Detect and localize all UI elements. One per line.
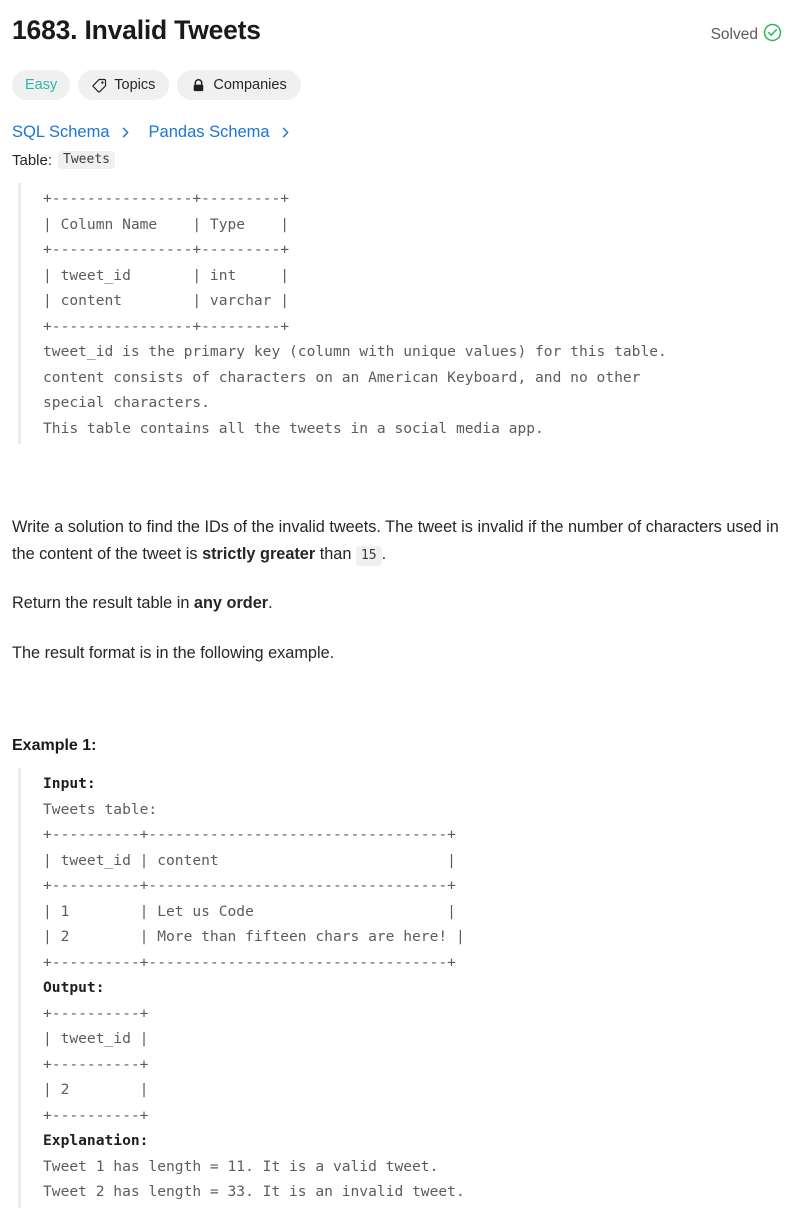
chevron-right-icon <box>119 126 132 139</box>
statement-part-1: Write a solution to find the IDs of the invalid tweets. The tweet is invalid if the number of characters used in the content of the tweet is <box>12 518 779 563</box>
statement-bold-strictly-greater: strictly greater <box>202 544 316 563</box>
return-order-note <box>12 590 788 617</box>
schema-divider-bottom: +----------------+---------+ <box>43 317 290 335</box>
table-label: Table: <box>12 151 53 169</box>
topics-label: Topics <box>114 77 156 94</box>
lock-icon <box>191 78 206 93</box>
tag-icon <box>92 78 107 93</box>
output-row-1: | 2 | <box>43 1081 149 1099</box>
difficulty-label: Easy <box>25 77 58 94</box>
schema-note-1: tweet_id is the primary key (column with unique values) for this table. <box>43 343 667 361</box>
schema-note-2: content consists of characters on an American Keyboard, and no other <box>43 368 641 386</box>
explanation-line-1: Tweet 1 has length = 11. It is a valid tweet. <box>43 1157 439 1175</box>
output-divider-mid: +----------+ <box>43 1055 149 1073</box>
statement-part-3: . <box>381 544 387 563</box>
order-part-1: Return the result table in <box>12 594 194 613</box>
schema-divider-top: +----------------+---------+ <box>43 190 290 208</box>
output-label: Output: <box>43 979 105 997</box>
difficulty-pill-easy[interactable] <box>12 70 70 100</box>
table-name-line <box>12 151 788 169</box>
problem-header <box>12 14 788 47</box>
output-header-row: | tweet_id | <box>43 1030 149 1048</box>
threshold-chip: 15 <box>356 546 382 566</box>
schema-row-tweet-id: | tweet_id | int | <box>43 266 290 284</box>
schema-note-4: This table contains all the tweets in a social media app. <box>43 419 544 437</box>
input-header-row: | tweet_id | content | <box>43 851 456 869</box>
sql-schema-link[interactable] <box>12 123 132 142</box>
input-row-1: | 1 | Let us Code | <box>43 902 456 920</box>
check-circle-icon <box>763 23 782 47</box>
sql-schema-label: SQL Schema <box>12 123 110 142</box>
input-divider-top: +----------+----------------------------------+ <box>43 826 456 844</box>
order-bold-any-order: any order <box>193 594 269 613</box>
tag-pill-row <box>12 70 788 100</box>
schema-code-block <box>18 183 788 444</box>
explanation-line-2: Tweet 2 has length = 33. It is an invalid tweet. <box>43 1183 465 1201</box>
schema-note-3: special characters. <box>43 394 210 412</box>
schema-divider-mid: +----------------+---------+ <box>43 241 290 259</box>
statement-part-2: than <box>315 544 356 563</box>
page-title: 1683. Invalid Tweets <box>12 15 261 45</box>
companies-pill[interactable] <box>177 70 300 100</box>
chevron-right-icon <box>279 126 292 139</box>
solved-label: Solved <box>710 26 758 43</box>
problem-statement <box>12 514 788 567</box>
companies-label: Companies <box>213 77 287 94</box>
topics-pill[interactable] <box>78 70 169 100</box>
explanation-label: Explanation: <box>43 1132 149 1150</box>
example-code-block <box>18 768 788 1208</box>
input-divider-mid: +----------+----------------------------------+ <box>43 877 456 895</box>
schema-header-row: | Column Name | Type | <box>43 215 290 233</box>
result-format-note: The result format is in the following example. <box>12 643 335 662</box>
example-heading: Example 1: <box>12 737 97 755</box>
pandas-schema-label: Pandas Schema <box>148 123 270 142</box>
input-row-2: | 2 | More than fifteen chars are here! | <box>43 928 465 946</box>
output-divider-top: +----------+ <box>43 1004 149 1022</box>
order-part-2: . <box>268 594 273 613</box>
output-divider-bottom: +----------+ <box>43 1106 149 1124</box>
table-name-chip: Tweets <box>58 151 115 169</box>
input-label: Input: <box>43 775 96 793</box>
input-divider-bottom: +----------+----------------------------------+ <box>43 953 456 971</box>
schema-row-content: | content | varchar | <box>43 292 290 310</box>
status-badge <box>711 23 782 47</box>
input-table-caption: Tweets table: <box>43 800 158 818</box>
pandas-schema-link[interactable] <box>149 123 292 142</box>
schema-link-row <box>12 123 788 142</box>
